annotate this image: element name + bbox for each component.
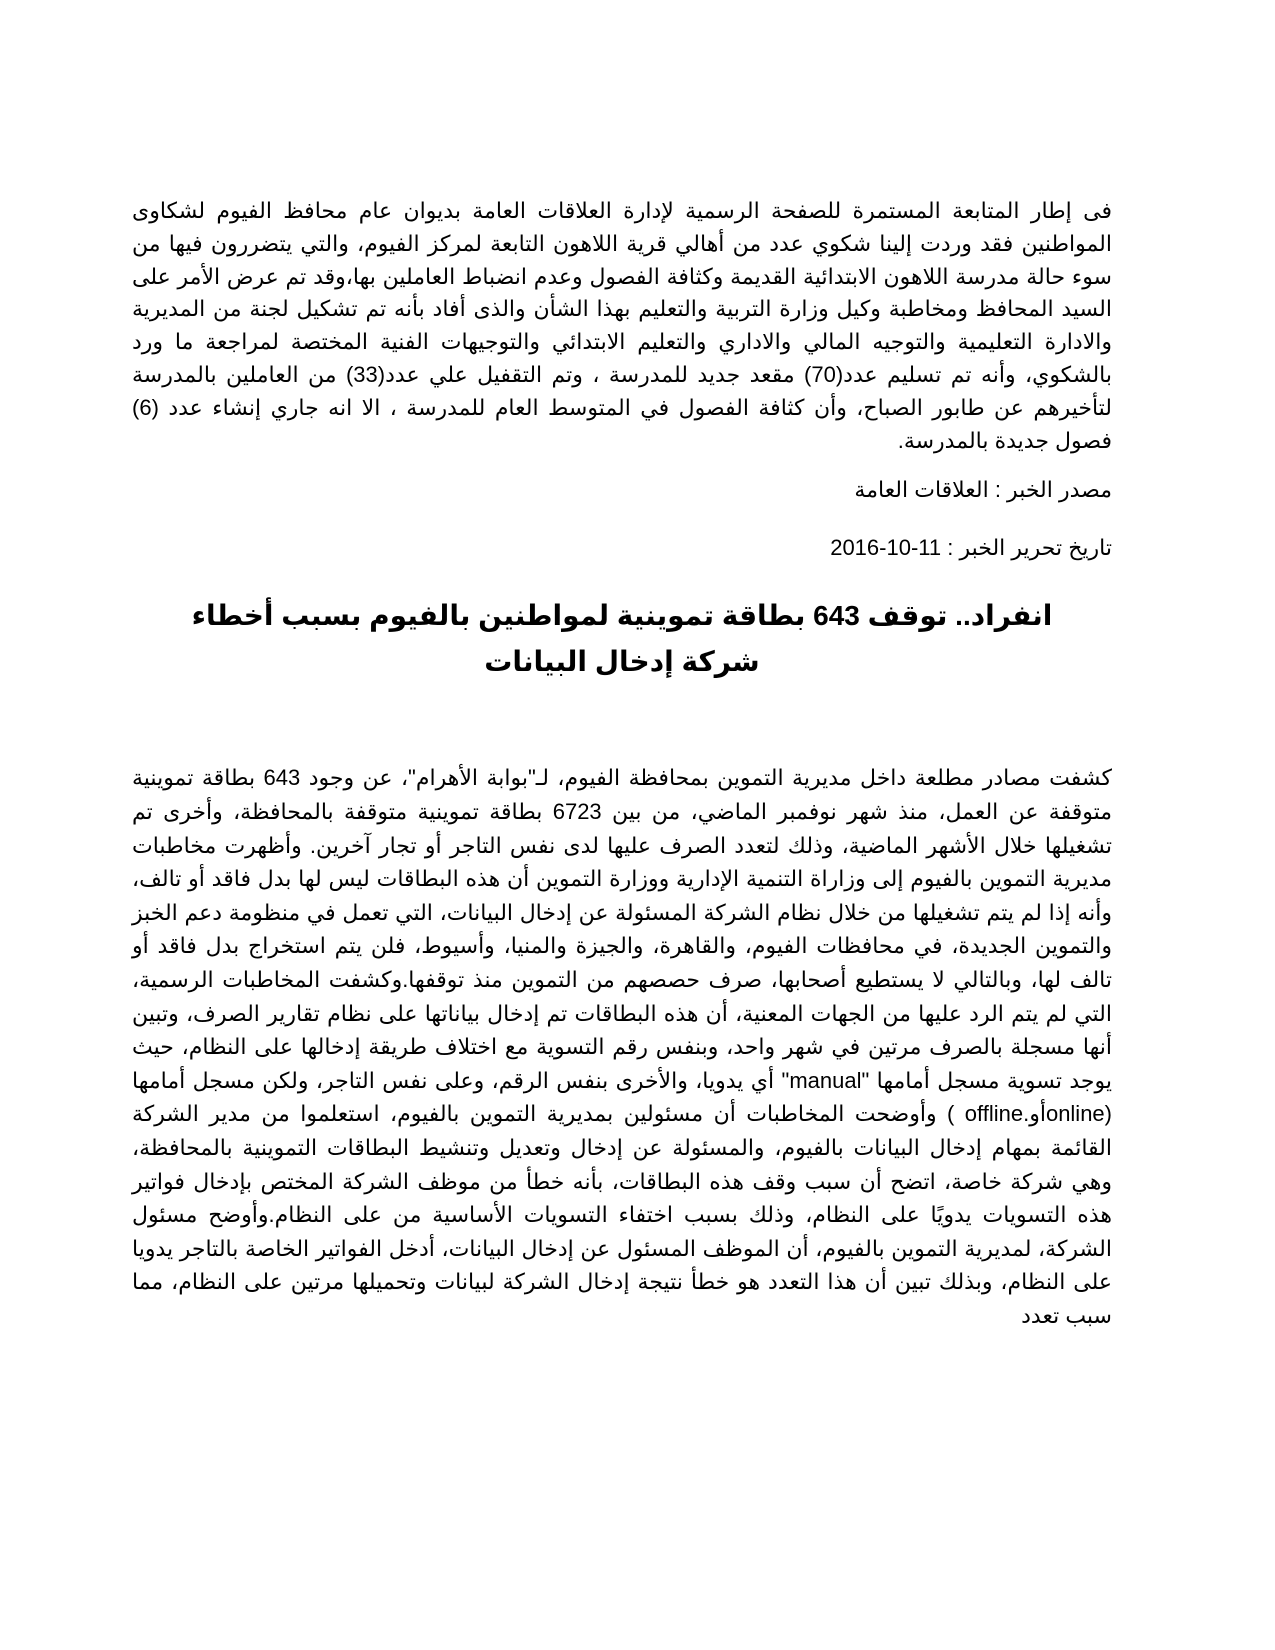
document-page	[132, 195, 1112, 1332]
news-date-line: تاريخ تحرير الخبر : 11-10-2016	[830, 535, 1112, 561]
article-two-headline: انفراد.. توقف 643 بطاقة تموينية لمواطنين بالفيوم بسبب أخطاء شركة إدخال البيانات	[191, 600, 1053, 678]
news-source-line: مصدر الخبر : العلاقات العامة	[854, 477, 1112, 503]
article-two-body: كشفت مصادر مطلعة داخل مديرية التموين بمحافظة الفيوم، لـ"بوابة الأهرام"، عن وجود 643 بطاقة تموينية متوقفة عن العمل، منذ شهر نوفمبر الماضي، من بين 6723 بطاقة تموينية متوقفة بالمحافظة، وأخرى تم تشغيلها خلال الأشهر الماضية، وذلك لتعدد الصرف عليها لدى نفس التاجر أو تجار آخرين. وأظهرت مخاطبات مديرية التموين بالفيوم إلى وزاراة التنمية الإدارية ووزارة التموين أن هذه البطاقات ليس لها بدل فاقد أو تالف، وأنه إذا لم يتم تشغيلها من خلال نظام الشركة المسئولة عن إدخال البيانات، التي تعمل في منظومة دعم الخبز والتموين الجديدة، في محافظات الفيوم، والقاهرة، والجيزة والمنيا، وأسيوط، فلن يتم استخراج بدل فاقد أو تالف لها، وبالتالي لا يستطيع أصحابها، صرف حصصهم من التموين منذ توقفها.وكشفت المخاطبات الرسمية، التي لم يتم الرد عليها من الجهات المعنية، أن هذه البطاقات تم إدخال بياناتها على نظام تقارير الصرف، وتبين أنها مسجلة بالصرف مرتين في شهر واحد، وبنفس رقم التسوية مع اختلاف طريقة إدخالها على النظام، حيث يوجد تسوية مسجل أمامها "manual" أي يدويا، والأخرى بنفس الرقم، وعلى نفس التاجر، ولكن مسجل أمامها (onlineأو.offline ) وأوضحت المخاطبات أن مسئولين بمديرية التموين بالفيوم، استعلموا من مدير الشركة القائمة بمهام إدخال البيانات بالفيوم، والمسئولة عن إدخال وتعديل وتنشيط البطاقات التموينية بالمحافظة، وهي شركة خاصة، اتضح أن سبب وقف هذه البطاقات، بأنه خطأ من موظف الشركة المختص بإدخال فواتير هذه التسويات يدويًا على النظام، وذلك بسبب اختفاء التسويات الأساسية من على النظام.وأوضح مسئول الشركة، لمديرية التموين بالفيوم، أن الموظف المسئول عن إدخال البيانات، أدخل الفواتير الخاصة بالتاجر يدويا على النظام، وبذلك تبين أن هذا التعدد هو خطأ نتيجة إدخال الشركة لبيانات وتحميلها مرتين على النظام، مما سبب تعدد	[132, 765, 1112, 1328]
article-one-body: فى إطار المتابعة المستمرة للصفحة الرسمية لإدارة العلاقات العامة بديوان عام محافظ الفيوم لشكاوى المواطنين فقد وردت إلينا شكوي عدد من أهالي قرية اللاهون التابعة لمركز الفيوم، والتي يتضررون فيها من سوء حالة مدرسة اللاهون الابتدائية القديمة وكثافة الفصول وعدم انضباط العاملين بها،وقد تم عرض الأمر على السيد المحافظ ومخاطبة وكيل وزارة التربية والتعليم بهذا الشأن والذى أفاد بأنه تم تشكيل لجنة من المديرية والادارة التعليمية والتوجيه المالي والاداري والتعليم الابتدائي والتوجيهات الفنية المختصة لمراجعة ما ورد بالشكوي، وأنه تم تسليم عدد(70) مقعد جديد للمدرسة ، وتم التقفيل علي عدد(33) من العاملين بالمدرسة لتأخيرهم عن طابور الصباح، وأن كثافة الفصول في المتوسط العام للمدرسة ، الا انه جاري إنشاء عدد (6) فصول جديدة بالمدرسة.	[132, 198, 1112, 453]
